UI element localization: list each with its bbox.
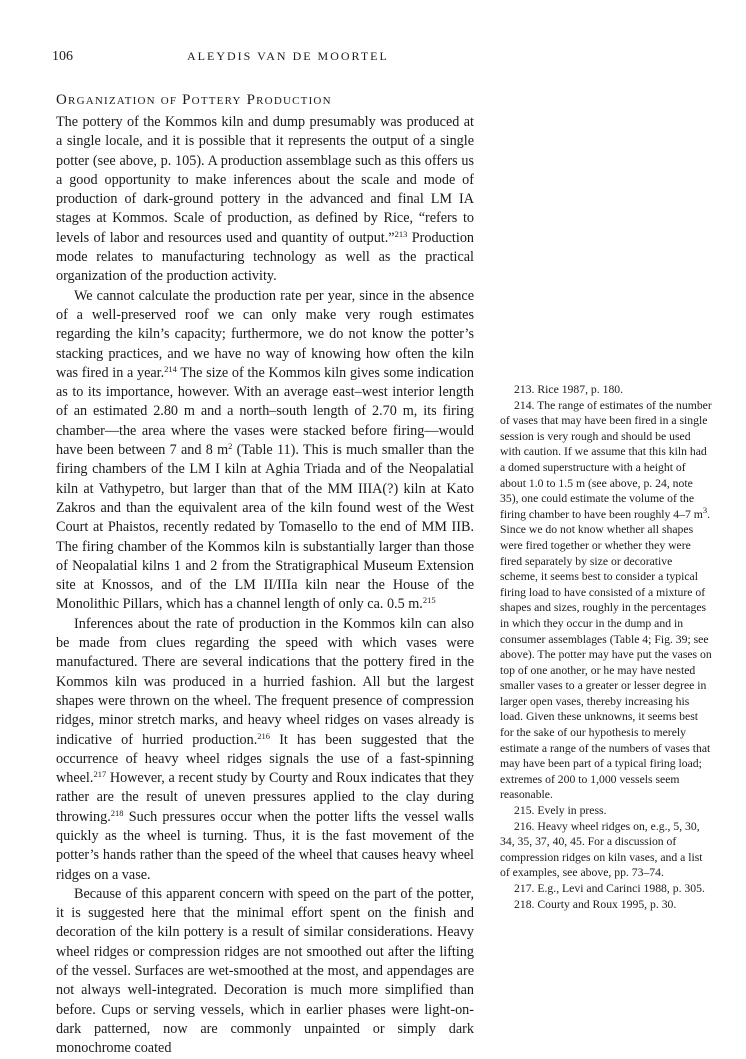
- note-reference: 216: [257, 730, 271, 741]
- text-segment: Because of this apparent concern with speed on the part of the potter, it is suggested here that the minimal effort spent on the finish and decoration of the kiln pottery is a result of similar considerations. Heavy wheel ridges or compression ridges are not smoothed out after the lifting of the vessel. Surfaces are wet-smoothed at the most, and appendages are not always well-integrated. Decoration is much more simplified than before. Cups or serving vessels, which in earlier phases were light-on-dark patterned, now are commonly unpainted or simply dark monochrome coated: [56, 885, 474, 1057]
- note-reference: 218: [110, 807, 124, 818]
- main-text-column: [56, 113, 474, 1059]
- note-reference: 2: [228, 441, 233, 452]
- note-reference: 213: [394, 228, 408, 239]
- running-head: ALEYDIS VAN DE MOORTEL: [187, 49, 389, 63]
- text-segment: It has been suggested that the occurrence of heavy wheel ridges signals the use of a fast-spinning wheel.: [56, 731, 475, 787]
- body-paragraph: [56, 113, 474, 287]
- text-segment: (Table 11). This is much smaller than the firing chambers of the LM I kiln at Aghia Triada and of the Neopalatial kiln at Vathypetro, but larger than that of the MM IIIA(?) kiln at Kato Zakros and than the equivalent area of the kiln found west of the West Court at Phaistos, recently redated by Tomasello to the end of MM IIB. The firing chamber of the Kommos kiln is substantially larger than those of Neopalatial kilns 1 and 2 from the Stratigraphical Museum Extension site at Knossos, and of the LM II/IIIa kiln near the House of the Monolithic Pillars, which has a channel length of only ca. 0.5 m.: [56, 442, 474, 613]
- text-segment: 215. Evely in press.: [514, 804, 607, 818]
- page-header: [52, 49, 474, 71]
- text-segment: Inferences about the rate of production in the Kommos kiln can also be made from clues regarding the speed with which vases were manufactured. There are several indications that the pottery fired in the Kommos kiln was produced in a hurried fashion. All but the largest shapes were thrown on the wheel. The frequent presence of compression ridges, minor stretch marks, and heavy wheel ridges on vases already is indicative of hurried production.: [56, 615, 474, 748]
- footnote: [500, 881, 712, 897]
- page-number: 106: [52, 49, 73, 64]
- footnote: [500, 897, 712, 913]
- text-segment: Such pressures occur when the potter lifts the vessel walls quickly as the wheel is turning. Thus, it is the fast movement of the potter’s hands rather than the speed of the wheel that causes heavy wheel ridges on a vase.: [56, 808, 474, 883]
- footnote: [500, 819, 712, 881]
- text-segment: 218. Courty and Roux 1995, p. 30.: [514, 897, 677, 911]
- text-segment: 217. E.g., Levi and Carinci 1988, p. 305.: [514, 882, 705, 895]
- footnote: [500, 803, 712, 819]
- text-segment: 214. The range of estimates of the number of vases that may have been fired in a single session is very rough and should be used with caution. If we assume that this kiln had a domed superstructure with a height of about 1.0 to 1.5 m (see above, p. 24, note 35), one could estimate the volume of the firing chamber to have been roughly 4–7 m: [500, 398, 712, 521]
- footnote: [500, 398, 712, 803]
- footnote: [500, 382, 712, 398]
- body-paragraph: [56, 287, 474, 615]
- note-reference: 214: [164, 363, 177, 374]
- section-heading: Organization of Pottery Production: [56, 92, 332, 108]
- text-segment: The size of the Kommos kiln gives some indication as to its importance, however. With an average east–west interior length of an estimated 2.80 m and a north–south length of 2.70 m, its firing chamber—the area where the vases were stacked before firing—would have been between 7 and 8 m: [56, 364, 474, 459]
- note-reference: 217: [93, 769, 107, 780]
- body-paragraph: [56, 615, 474, 885]
- text-segment: Production mode relates to manufacturing technology as well as the practical organization of the production activity.: [56, 229, 475, 285]
- text-segment: . Since we do not know whether all shapes were fired together or whether they were fired separately by size or decorative scheme, it seems best to consider a typical firing load to have consisted of a mixture of shapes and sizes, roughly in the percentages in which they occur in the dump and in consumer assemblages (Table 4; Fig. 39; see above). The potter may have put the vases on top of one another, or he may have nested smaller vases to a greater or lesser degree in larger open vases, thereby increasing his load. Given these unknowns, it seems best for the sake of our hypothesis to merely estimate a range of the numbers of vases that may have been part of a typical firing load; extremes of 200 to 1,000 vessels seem reasonable.: [500, 507, 712, 802]
- text-segment: The pottery of the Kommos kiln and dump presumably was produced at a single locale, and it is possible that it represents the output of a single potter (see above, p. 105). A production assemblage such as this offers us a good opportunity to make inferences about the scale and mode of production of dark-ground pottery in the advanced and final LM IA stages at Kommos. Scale of production, as defined by Rice, “refers to levels of labor and resources used and quantity of output.”: [56, 114, 474, 246]
- footnotes-column: [500, 382, 712, 912]
- text-segment: We cannot calculate the production rate per year, since in the absence of a well-preserved roof we can only make very rough estimates regarding the kiln’s capacity; furthermore, we do not know the potter’s stacking practices, and we have no way of knowing how often the kiln was fired in a year.: [56, 287, 474, 381]
- note-reference: 3: [702, 504, 708, 515]
- text-segment: However, a recent study by Courty and Roux indicates that they rather are the result of uneven pressures applied to the clay during throwing.: [56, 770, 474, 825]
- note-reference: 215: [422, 595, 436, 606]
- body-paragraph: [56, 885, 474, 1059]
- text-segment: 216. Heavy wheel ridges on, e.g., 5, 30, 34, 35, 37, 40, 45. For a discussion of compression ridges on kiln vases, and a list of examples, see above, pp. 73–74.: [500, 819, 703, 880]
- text-segment: 213. Rice 1987, p. 180.: [514, 383, 624, 396]
